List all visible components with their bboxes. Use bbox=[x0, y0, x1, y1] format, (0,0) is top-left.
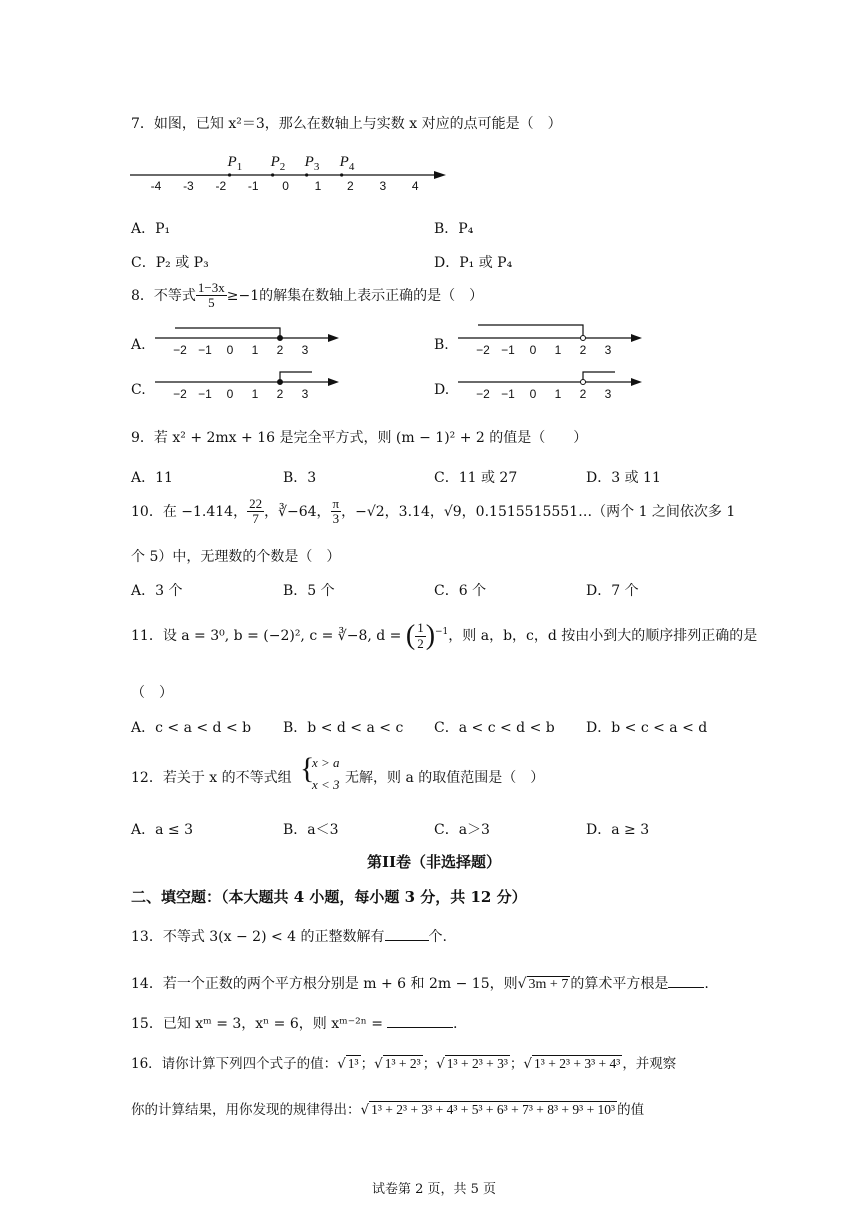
q7-tick-label: -2 bbox=[215, 179, 227, 193]
q12-option-c[interactable]: C．a＞3 bbox=[434, 822, 490, 838]
q7-point-dot bbox=[340, 173, 343, 176]
q7-tick-label: -4 bbox=[150, 179, 162, 193]
q7-tick-label: 4 bbox=[411, 179, 419, 193]
q16-stem-post: ，并观察 bbox=[622, 1056, 677, 1072]
q13-stem-pre: 13．不等式 3(x − 2) < 4 的正整数解有 bbox=[131, 929, 385, 945]
q8-tick-label: 0 bbox=[226, 343, 234, 357]
q13-stem-post: 个. bbox=[428, 929, 447, 945]
q16-stem-pre: 16．请你计算下列四个式子的值： bbox=[131, 1056, 338, 1072]
q16-line2-pre: 你的计算结果，用你发现的规律得出： bbox=[131, 1102, 361, 1118]
q8-tick-label: −2 bbox=[173, 343, 187, 357]
q7-option-b[interactable]: B．P₄ bbox=[434, 221, 474, 237]
q8-solution-ray bbox=[478, 325, 583, 338]
q14-stem-mid: 的算术平方根是 bbox=[570, 976, 669, 992]
q12-option-a[interactable]: A．a ≤ 3 bbox=[131, 822, 193, 838]
q7-tick-label: 2 bbox=[347, 179, 354, 193]
q8-fraction: $\frac{1-3x}{5}$ bbox=[197, 280, 225, 311]
q14-answer-blank[interactable] bbox=[668, 987, 704, 988]
q14-stem-pre: 14．若一个正数的两个平方根分别是 m + 6 和 2m − 15，则 bbox=[131, 976, 518, 992]
q9-option-a[interactable]: A．11 bbox=[131, 470, 173, 486]
q7-point-dot bbox=[228, 173, 231, 176]
q10-stem-line2: 个 5）中，无理数的个数是（ ） bbox=[131, 549, 341, 565]
q8-arrow bbox=[631, 334, 642, 342]
q11-paren: （ ） bbox=[131, 685, 173, 701]
part2-title: 二、填空题：（本大题共 4 小题，每小题 3 分，共 12 分） bbox=[131, 888, 527, 906]
q8-tick-label: 1 bbox=[251, 343, 259, 357]
q8-line-b bbox=[458, 322, 648, 362]
q9-option-b[interactable]: B．3 bbox=[283, 470, 317, 486]
q8-tick-label: 2 bbox=[276, 387, 284, 401]
q8-tick-label: 2 bbox=[579, 387, 587, 401]
q11-option-c[interactable]: C．a < c < d < b bbox=[434, 720, 555, 736]
q12-system-1: x > a bbox=[312, 755, 340, 770]
q8-line-d bbox=[458, 366, 648, 406]
q8-line-c bbox=[155, 366, 345, 406]
q8-label-c[interactable]: C. bbox=[131, 382, 146, 398]
q7-tick-label: -3 bbox=[183, 179, 194, 193]
q11-stem-a: 11．设 a = 3⁰, b = (−2)², c = ∛−8, d = bbox=[131, 628, 406, 644]
q8-tick-label: −2 bbox=[476, 387, 490, 401]
q8-tick-label: 0 bbox=[529, 343, 537, 357]
q8-tick-label: 0 bbox=[226, 387, 234, 401]
q11-option-b[interactable]: B．b < d < a < c bbox=[283, 720, 404, 736]
q7-point-label: $P_1$ bbox=[227, 154, 243, 173]
section-title: 第II卷（非选择题） bbox=[366, 853, 502, 871]
q8-tick-label: 1 bbox=[554, 343, 562, 357]
q8-endpoint bbox=[581, 336, 586, 341]
q8-stem bbox=[131, 281, 483, 311]
q8-tick-label: 0 bbox=[529, 387, 537, 401]
q7-point-dot bbox=[271, 173, 274, 176]
q16-stem-line1: 16．请你计算下列四个式子的值：√ 1³ ；√ 1³ + 2³ ；√ 1³ + 2³ + 3³ ；√ 1³ + 2³ + 3³ + 4³ ，并观察 bbox=[131, 1056, 677, 1072]
q8-solution-ray bbox=[280, 372, 312, 382]
q8-tick-label: −1 bbox=[198, 343, 212, 357]
q10-option-b[interactable]: B．5 个 bbox=[283, 583, 335, 599]
q10-option-a[interactable]: A．3 个 bbox=[131, 583, 183, 599]
q12-system-2: x < 3 bbox=[312, 777, 340, 792]
q7-tick-label: 0 bbox=[282, 179, 289, 193]
q8-tick-label: 3 bbox=[301, 387, 309, 401]
q8-tick-label: −1 bbox=[501, 343, 515, 357]
q8-label-b[interactable]: B. bbox=[434, 337, 449, 353]
q16-radical-4: 1³ + 2³ + 3³ + 4³ bbox=[534, 1056, 621, 1071]
q10-pi-fraction: $\frac{\pi}{3}$ bbox=[332, 496, 340, 527]
q7-number-line bbox=[128, 146, 458, 196]
q16-stem-line2: 你的计算结果，用你发现的规律得出：√ 1³ + 2³ + 3³ + 4³ + 5³ + 6³ + 7³ + 8³ + 9³ + 10³ 的值 bbox=[131, 1102, 645, 1118]
q12-option-d[interactable]: D．a ≥ 3 bbox=[586, 822, 650, 838]
q12-stem-a: 12．若关于 x 的不等式组 bbox=[131, 770, 292, 786]
q7-point-label: $P_4$ bbox=[339, 154, 355, 173]
q8-label-d[interactable]: D. bbox=[434, 382, 450, 398]
q8-arrow bbox=[631, 378, 642, 386]
q8-stem-pre: 8．不等式 bbox=[131, 287, 196, 304]
q8-tick-label: 1 bbox=[554, 387, 562, 401]
page-footer: 试卷第 2 页，共 5 页 bbox=[371, 1182, 497, 1197]
q11-half-fraction: $\frac{1}{2}$ bbox=[417, 620, 424, 651]
q9-option-d[interactable]: D．3 或 11 bbox=[586, 470, 661, 486]
q10-stem-a: 10．在 −1.414， bbox=[131, 503, 248, 520]
q8-tick-label: 3 bbox=[604, 387, 612, 401]
q15-stem bbox=[131, 1013, 457, 1033]
q12-stem-b: 无解，则 a 的取值范围是（ ） bbox=[345, 770, 545, 786]
q7-tick-label: -1 bbox=[247, 179, 259, 193]
q10-option-c[interactable]: C．6 个 bbox=[434, 583, 487, 599]
q8-endpoint bbox=[278, 380, 283, 385]
q10-stem bbox=[131, 497, 735, 527]
q15-stem-post: . bbox=[452, 1016, 458, 1032]
q13-stem bbox=[131, 926, 447, 946]
q13-answer-blank[interactable] bbox=[385, 940, 429, 941]
q8-tick-label: −2 bbox=[476, 343, 490, 357]
q8-solution-ray bbox=[583, 372, 615, 382]
q12-option-b[interactable]: B．a＜3 bbox=[283, 822, 339, 838]
q7-point-label: $P_2$ bbox=[270, 154, 286, 173]
q8-tick-label: 3 bbox=[604, 343, 612, 357]
q10-fraction: $\frac{22}{7}$ bbox=[249, 496, 263, 527]
q16-line2-post: 的值 bbox=[617, 1102, 645, 1118]
q7-stem: 7．如图，已知 x²＝3，那么在数轴上与实数 x 对应的点可能是（ ） bbox=[131, 116, 562, 132]
q14-stem: 14．若一个正数的两个平方根分别是 m + 6 和 2m − 15，则√ 3m + 7 的算术平方根是 . bbox=[131, 976, 709, 992]
q8-tick-label: −2 bbox=[173, 387, 187, 401]
q14-stem-post: . bbox=[704, 976, 709, 992]
q10-option-d[interactable]: D．7 个 bbox=[586, 583, 639, 599]
q11-stem-b: ，则 a，b，c，d 按由小到大的顺序排列正确的是 bbox=[448, 628, 758, 644]
q8-arrow bbox=[328, 334, 339, 342]
q11-stem: 11．设 a = 3⁰, b = (−2)², c = ∛−8, d = ( $\frac{1}{2}$ )$^{-1}$，则 a，b，c，d 按由小到大的顺序排列正确的是 bbox=[131, 620, 758, 651]
q10-stem-b: ，∛−64， bbox=[264, 503, 331, 520]
q7-point-dot bbox=[305, 173, 308, 176]
q7-option-c[interactable]: C．P₂ 或 P₃ bbox=[131, 255, 209, 271]
q8-tick-label: 3 bbox=[301, 343, 309, 357]
q8-solution-ray bbox=[175, 328, 280, 338]
q8-tick-label: 1 bbox=[251, 387, 259, 401]
q7-option-a[interactable]: A．P₁ bbox=[131, 221, 171, 237]
q8-label-a[interactable]: A. bbox=[131, 337, 146, 353]
q15-answer-blank[interactable] bbox=[387, 1027, 453, 1028]
q15-stem-pre: 15．已知 xᵐ = 3，xⁿ = 6，则 xᵐ⁻²ⁿ = bbox=[131, 1016, 383, 1032]
q8-tick-label: 2 bbox=[276, 343, 284, 357]
q12-brace: { bbox=[300, 752, 315, 785]
q16-radical-2: 1³ + 2³ bbox=[384, 1056, 421, 1071]
q16-radical-5: 1³ + 2³ + 3³ + 4³ + 5³ + 6³ + 7³ + 8³ + 9³ + 10³ bbox=[371, 1102, 616, 1117]
q8-line-a bbox=[155, 322, 345, 362]
q8-tick-label: −1 bbox=[501, 387, 515, 401]
q16-radical-1: 1³ bbox=[347, 1056, 359, 1071]
q7-tick-label: 3 bbox=[379, 179, 387, 193]
q14-radicand: 3m + 7 bbox=[528, 977, 569, 992]
q8-arrow bbox=[328, 378, 339, 386]
q9-option-c[interactable]: C．11 或 27 bbox=[434, 470, 518, 486]
q7-point-label: $P_3$ bbox=[304, 154, 320, 173]
q11-option-d[interactable]: D．b < c < a < d bbox=[586, 720, 708, 736]
q8-endpoint bbox=[581, 380, 586, 385]
q10-stem-c: ，−√2，3.14，√9，0.1515515551…（两个 1 之间依次多 1 bbox=[341, 503, 736, 520]
q8-tick-label: −1 bbox=[198, 387, 212, 401]
q11-option-a[interactable]: A．c < a < d < b bbox=[131, 720, 252, 736]
q16-radical-3: 1³ + 2³ + 3³ bbox=[446, 1056, 508, 1071]
q8-tick-label: 2 bbox=[579, 343, 587, 357]
q7-tick-label: 1 bbox=[314, 179, 322, 193]
q8-stem-post: ≥−1的解集在数轴上表示正确的是（ ） bbox=[226, 287, 484, 304]
q7-option-d[interactable]: D．P₁ 或 P₄ bbox=[434, 255, 513, 271]
q8-endpoint bbox=[278, 336, 283, 341]
q9-stem: 9．若 x² + 2mx + 16 是完全平方式，则 (m − 1)² + 2 的值是（ ） bbox=[131, 430, 588, 446]
